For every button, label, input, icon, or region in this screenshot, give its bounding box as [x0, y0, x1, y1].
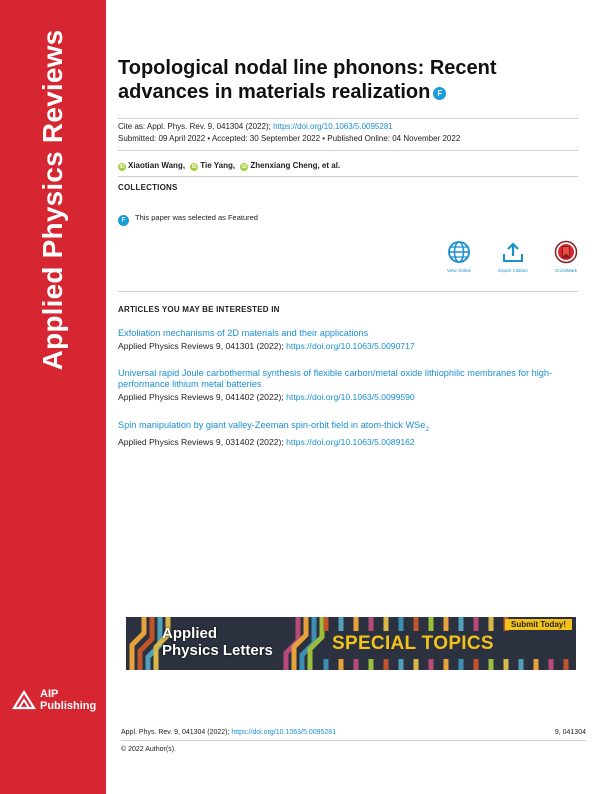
author-name[interactable]: Zhenxiang Cheng, et al. [250, 161, 341, 170]
related-article-cite-text: Applied Physics Reviews 9, 031402 (2022); [118, 436, 284, 447]
featured-badge-icon[interactable]: F [433, 87, 446, 100]
export-icon [501, 240, 525, 264]
journal-name: Applied Physics Reviews [37, 29, 68, 371]
dates-line: Submitted: 09 April 2022 • Accepted: 30 September 2022 • Published Online: 04 November 2022 [118, 134, 461, 143]
orcid-icon[interactable]: iD [119, 164, 125, 170]
divider [121, 740, 586, 741]
cite-as-text: Cite as: Appl. Phys. Rev. 9, 041304 (2022); [118, 122, 271, 131]
related-article-doi-link[interactable]: https://doi.org/10.1063/5.0099590 [286, 392, 415, 402]
orcid-icon[interactable]: iD [241, 164, 247, 170]
footer-page-number: 9, 041304 [554, 729, 586, 736]
aip-logo-icon [12, 690, 36, 710]
author-list [118, 161, 340, 171]
aip-logo-text [40, 688, 96, 712]
paper-title-text: Topological nodal line phonons: Recent advances in materials realization [118, 57, 497, 103]
view-online-label: View Online [447, 268, 471, 273]
related-article-title-text: Spin manipulation by giant valley-Zeeman spin-orbit field in atom-thick WSe [118, 420, 426, 430]
paper-title [118, 56, 558, 104]
related-article-title[interactable] [118, 420, 578, 435]
ad-journal-name [162, 625, 273, 659]
divider [118, 118, 578, 119]
subscript: 2 [425, 425, 430, 433]
author-name[interactable]: Tie Yang, [200, 161, 236, 170]
aip-logo-line2: Publishing [40, 700, 97, 712]
divider [118, 150, 578, 151]
related-article-doi-link[interactable]: https://doi.org/10.1063/5.0089162 [286, 436, 415, 447]
cite-as-line [118, 122, 393, 131]
ad-journal-line2: Physics Letters [162, 642, 273, 659]
aip-publishing-logo[interactable] [12, 688, 102, 714]
divider [118, 176, 578, 177]
related-article-cite [118, 341, 578, 352]
related-article [118, 420, 578, 448]
collections-heading: COLLECTIONS [118, 183, 178, 192]
ad-special-topics: SPECIAL TOPICS [332, 633, 494, 654]
advertisement-banner[interactable] [126, 617, 576, 670]
ad-submit-button[interactable]: Submit Today! [505, 619, 572, 630]
footer-citation [121, 729, 336, 736]
globe-icon [447, 240, 471, 264]
related-article-doi-link[interactable]: https://doi.org/10.1063/5.0090717 [286, 341, 415, 351]
view-online-button[interactable] [434, 240, 484, 273]
journal-sidebar [0, 0, 106, 794]
export-citation-button[interactable] [488, 240, 538, 273]
related-article [118, 328, 578, 352]
related-article-title[interactable]: Exfoliation mechanisms of 2D materials and their applications [118, 328, 369, 338]
author-name[interactable]: Xiaotian Wang, [128, 161, 186, 170]
ad-journal-line1: Applied [162, 625, 217, 642]
related-article-title[interactable]: Universal rapid Joule carbothermal synthesis of flexible carbon/metal oxide lithiophilic membranes for high-performance lithium metal batteries [118, 368, 553, 389]
featured-note [118, 213, 258, 226]
copyright-notice: © 2022 Author(s). [121, 746, 176, 753]
footer-doi-link[interactable]: https://doi.org/10.1063/5.0095281 [231, 729, 337, 736]
related-article [118, 368, 578, 403]
related-article-cite [118, 437, 578, 448]
export-citation-label: Export Citation [498, 268, 528, 273]
crossmark-label: CrossMark [555, 268, 577, 273]
orcid-icon[interactable]: iD [191, 164, 197, 170]
divider [118, 291, 578, 292]
crossmark-button[interactable] [541, 240, 591, 273]
related-articles-heading: ARTICLES YOU MAY BE INTERESTED IN [118, 305, 280, 314]
crossmark-icon [554, 240, 578, 264]
featured-note-text: This paper was selected as Featured [135, 213, 258, 222]
featured-badge-icon: F [118, 215, 129, 226]
related-article-cite-text: Applied Physics Reviews 9, 041402 (2022); [118, 392, 284, 402]
related-article-cite-text: Applied Physics Reviews 9, 041301 (2022); [118, 341, 284, 351]
related-article-cite [118, 392, 578, 403]
paper-doi-link[interactable]: https://doi.org/10.1063/5.0095281 [273, 122, 393, 131]
aip-logo-line1: AIP [40, 688, 59, 700]
footer-cite-text: Appl. Phys. Rev. 9, 041304 (2022); [121, 729, 230, 736]
